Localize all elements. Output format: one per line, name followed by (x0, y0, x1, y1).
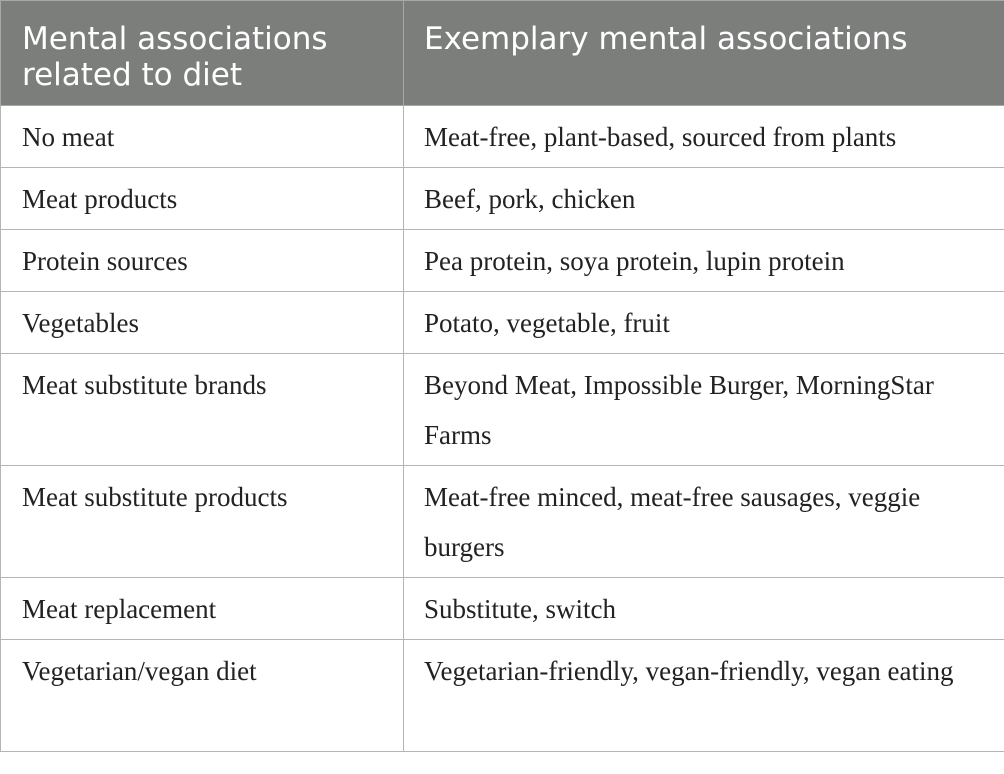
example-cell: Vegetarian-friendly, vegan-friendly, vegan eating (404, 640, 1004, 752)
table-row (1, 640, 1004, 752)
association-cell: Meat substitute brands (1, 354, 404, 466)
table-header-row (1, 1, 1004, 106)
example-cell: Meat-free minced, meat-free sausages, veggie burgers (404, 466, 1004, 578)
example-cell: Substitute, switch (404, 578, 1004, 640)
example-cell: Potato, vegetable, fruit (404, 292, 1004, 354)
column-header-examples: Exemplary mental associations (404, 1, 1004, 106)
table-row (1, 168, 1004, 230)
table-row (1, 292, 1004, 354)
example-cell: Pea protein, soya protein, lupin protein (404, 230, 1004, 292)
column-header-associations: Mental associations related to diet (1, 1, 404, 106)
table-row (1, 354, 1004, 466)
association-cell: No meat (1, 106, 404, 168)
association-cell: Vegetarian/vegan diet (1, 640, 404, 752)
example-cell: Beyond Meat, Impossible Burger, MorningStar Farms (404, 354, 1004, 466)
example-cell: Beef, pork, chicken (404, 168, 1004, 230)
association-cell: Vegetables (1, 292, 404, 354)
table-row (1, 106, 1004, 168)
association-cell: Meat products (1, 168, 404, 230)
association-cell: Meat substitute products (1, 466, 404, 578)
table-row (1, 230, 1004, 292)
example-cell: Meat-free, plant-based, sourced from plants (404, 106, 1004, 168)
table-row (1, 578, 1004, 640)
association-cell: Meat replacement (1, 578, 404, 640)
association-cell: Protein sources (1, 230, 404, 292)
table-row (1, 466, 1004, 578)
